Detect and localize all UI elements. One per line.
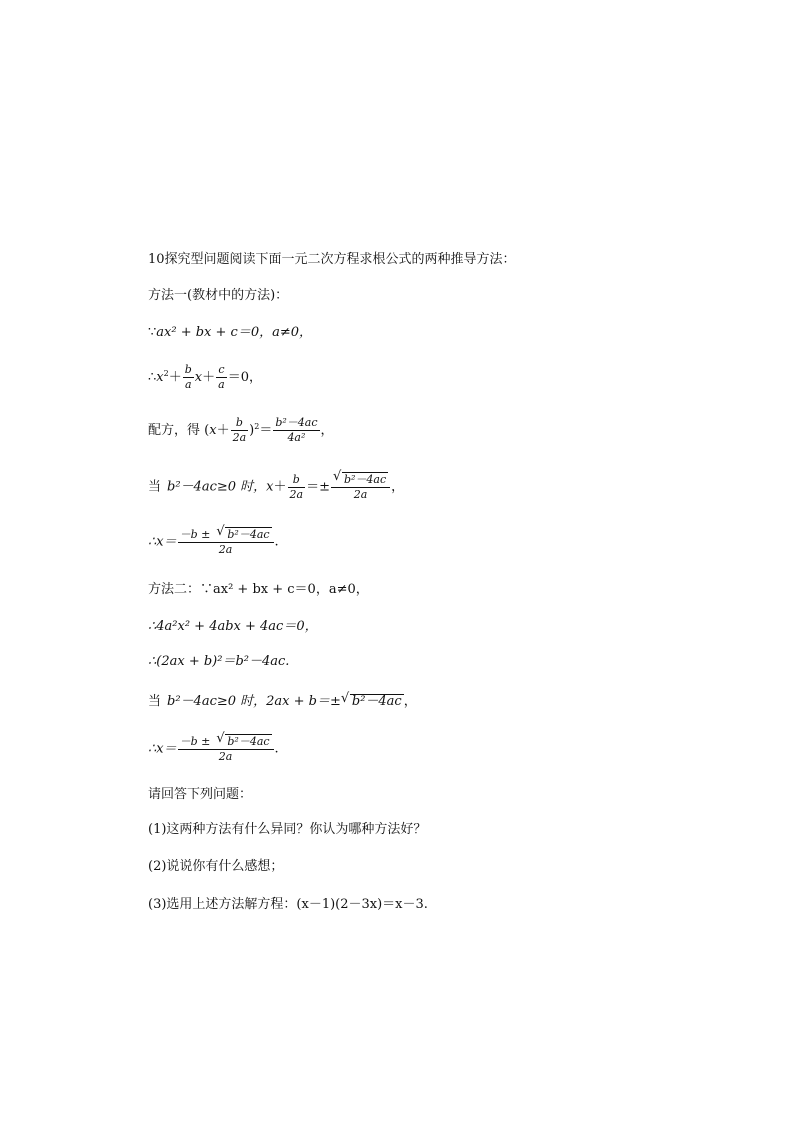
square-root: √ b²－4ac xyxy=(332,469,387,486)
quadratic-formula: －b ± √ b²－4ac 2a xyxy=(178,527,274,557)
quadratic-formula: －b ± √ b²－4ac 2a xyxy=(178,734,274,764)
fraction-b-over-2a-2: $\frac{b}{2a}$ xyxy=(289,472,304,501)
question-1: (1)这两种方法有什么异同？你认为哪种方法好？ xyxy=(148,822,427,837)
method-one-heading: 方法一(教材中的方法)： xyxy=(148,288,289,303)
therefore-symbol: ∴ xyxy=(148,370,157,385)
method-one-step-4: 当 b²－4ac≥0 时，x＋ $\frac{b}{2a}$ ＝± √ b²－4ac 2a ， xyxy=(148,469,405,501)
method-one-step-2: $\therefore x^2+$ $\frac{b}{a}$ x＋ $\frac{c}{a}$ ＝0， xyxy=(148,363,262,391)
method-one-result: ∴x＝ －b ± √ b²－4ac 2a . xyxy=(148,524,279,556)
square-root: √ b²－4ac xyxy=(216,731,270,748)
questions-heading: 请回答下列问题： xyxy=(148,787,253,802)
completing-square-label: 配方，得 xyxy=(148,423,201,438)
fraction-discriminant-over-4a2: $\frac{\text{b²－4ac}}{\text{4a²}}$ xyxy=(275,416,318,444)
question-2: (2)说说你有什么感想； xyxy=(148,859,284,874)
method-two-result: ∴x＝ －b ± √ b²－4ac 2a . xyxy=(148,731,279,763)
problem-title: 10探究型问题阅读下面一元二次方程求根公式的两种推导方法： xyxy=(148,252,516,267)
method-two-step-1: ∴4a²x² + 4abx + 4ac＝0， xyxy=(148,619,318,634)
square-root: √ b²－4ac xyxy=(216,524,270,541)
method-one-step-3: 配方，得 (x＋ $\frac{b}{2a}$ )$^2$＝ $\frac{\text{b²－4ac}}{\text{4a²}}$ ， xyxy=(148,416,334,444)
method-two-heading: 方法二：∵ax² + bx + c＝0，a≠0， xyxy=(148,582,369,597)
method-two-step-3: 当 b²－4ac≥0 时，2ax + b＝± √ b²－4ac ， xyxy=(148,691,417,709)
because-symbol: ∵ xyxy=(148,325,157,340)
method-two-step-2: ∴(2ax + b)²＝b²－4ac. xyxy=(148,654,290,669)
square-root: √ b²－4ac xyxy=(340,691,402,709)
method-one-step-1 xyxy=(148,326,312,339)
fraction-b-over-a: $\frac{b}{a}$ xyxy=(184,363,192,391)
equation: ax² + bx + c＝0，a≠0， xyxy=(156,325,313,340)
fraction-c-over-a: $\frac{c}{a}$ xyxy=(218,363,225,391)
fraction-root-over-2a: √ b²－4ac 2a xyxy=(331,472,390,502)
question-3: (3)选用上述方法解方程：(x－1)(2－3x)＝x－3. xyxy=(148,897,428,912)
fraction-b-over-2a: $\frac{b}{2a}$ xyxy=(232,416,247,444)
